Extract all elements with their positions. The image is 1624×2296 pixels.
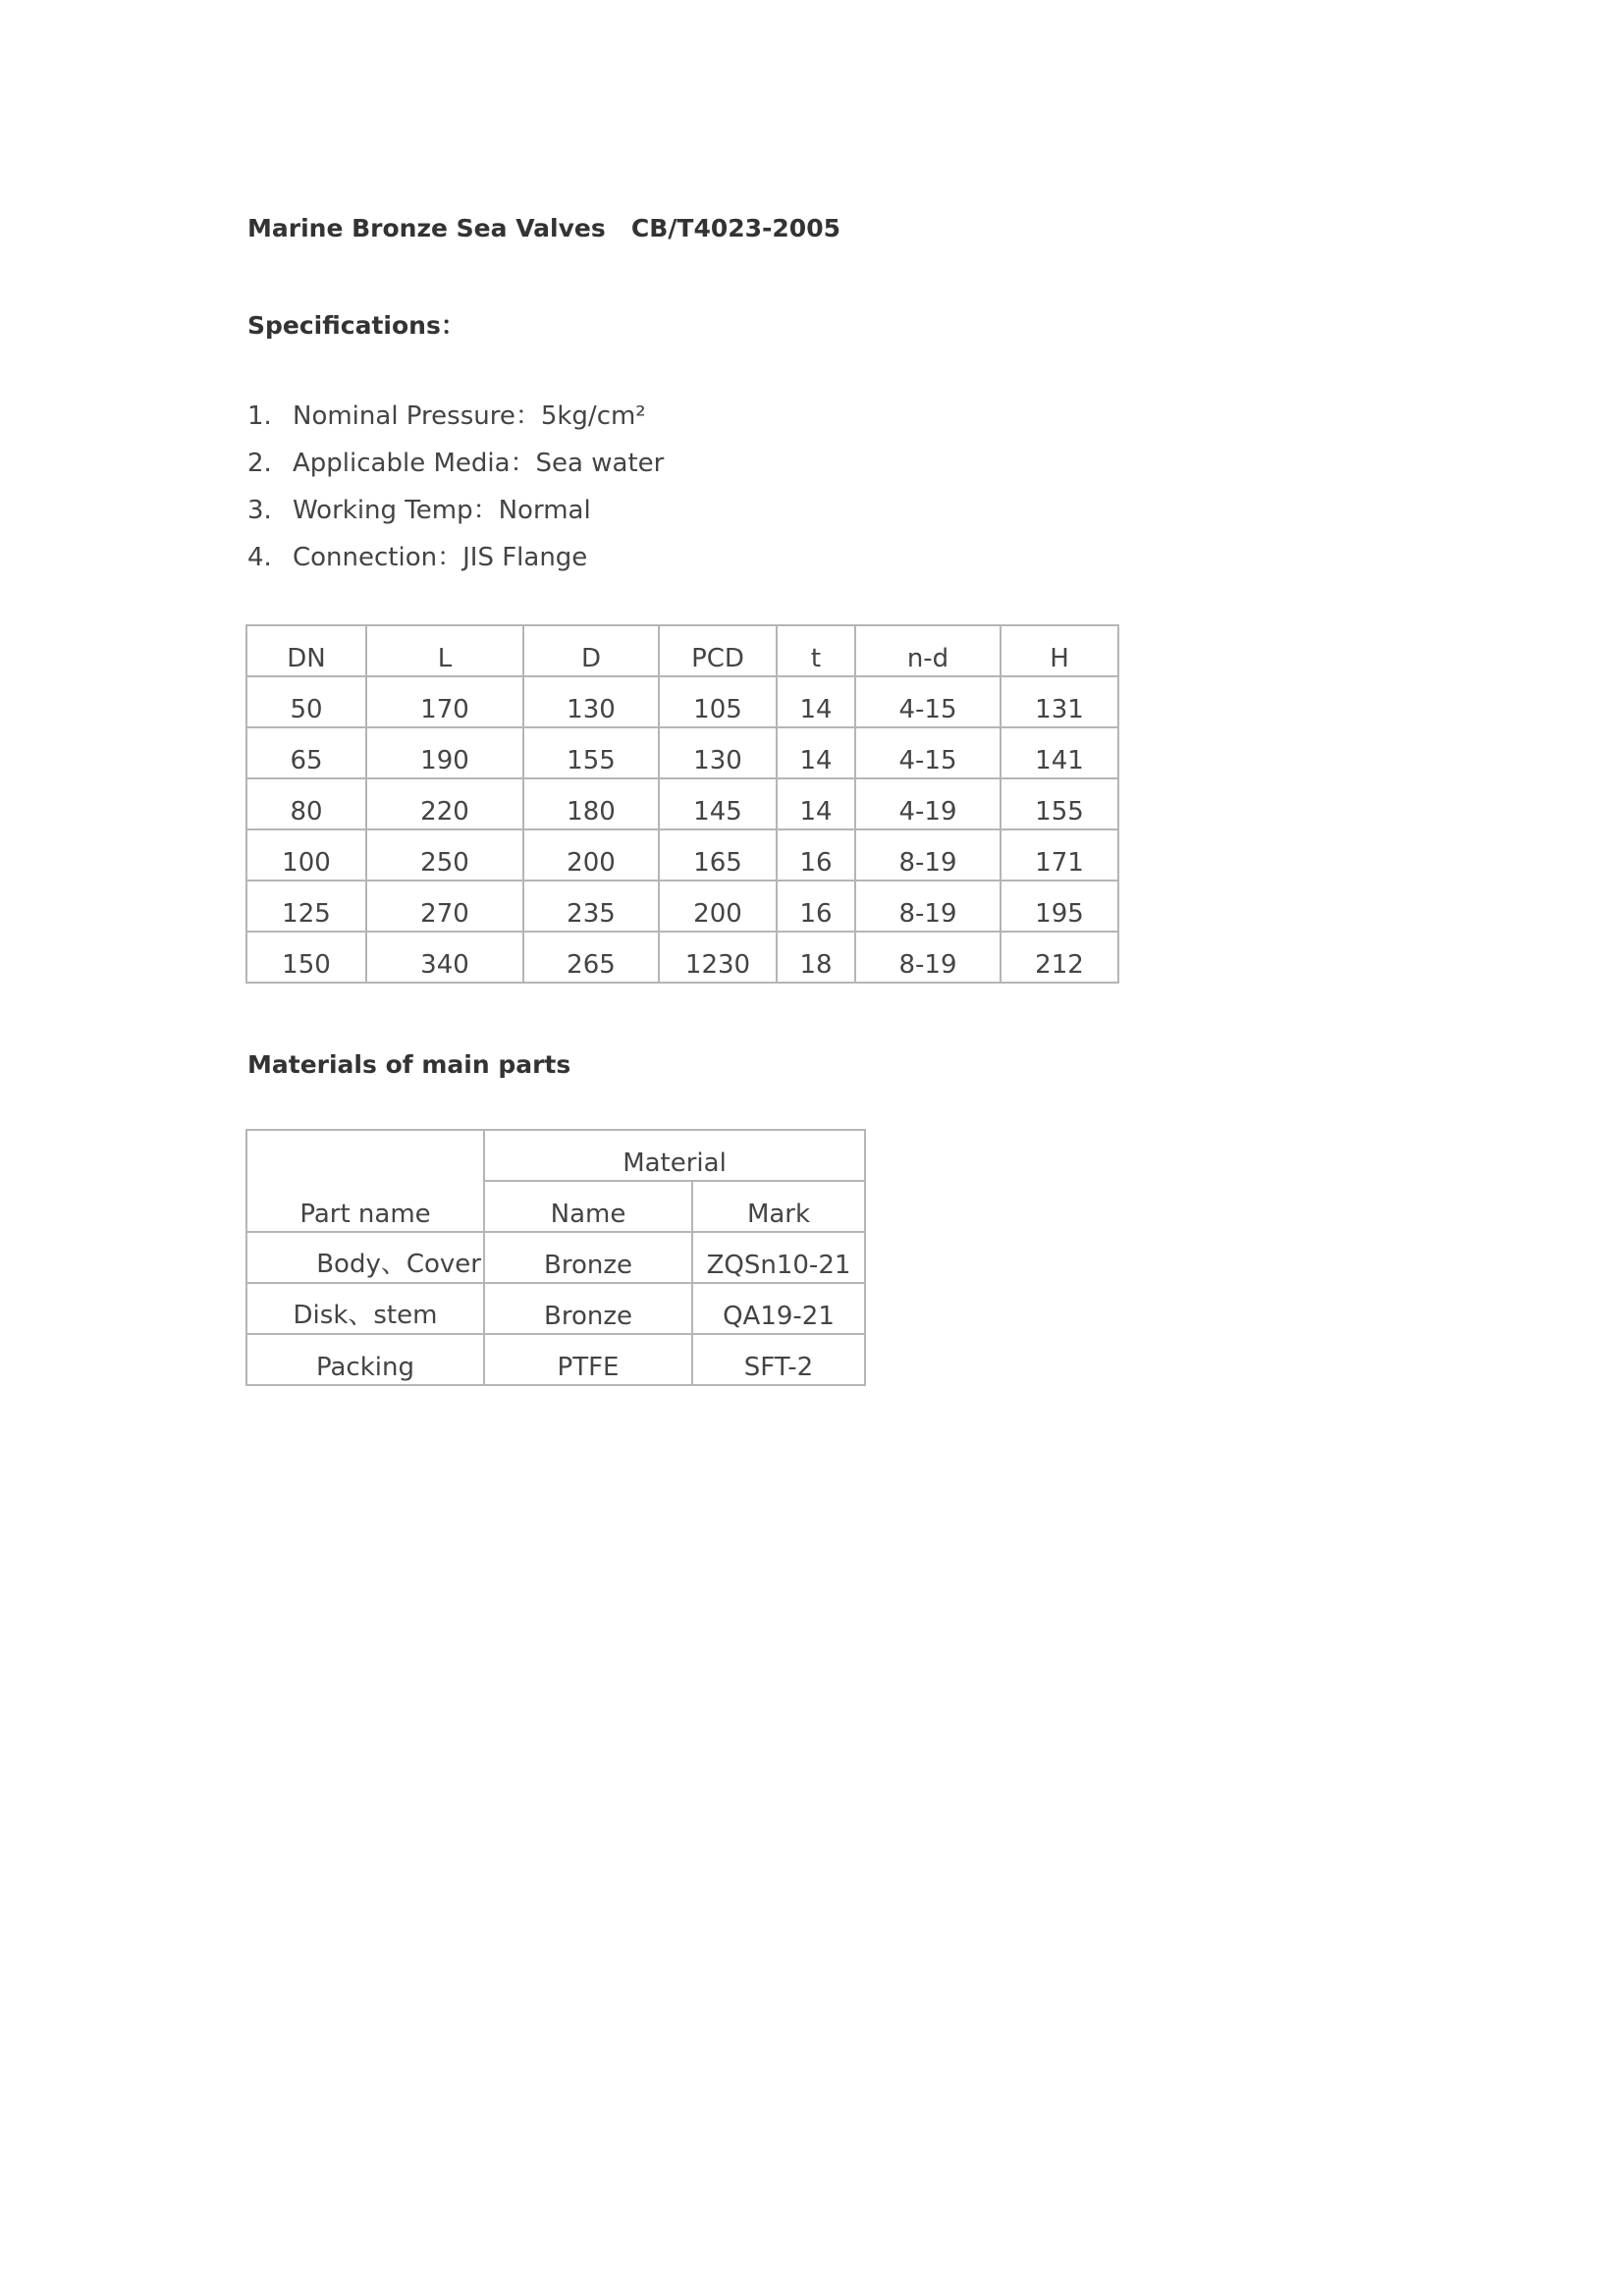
spec-item-text: Nominal Pressure：5kg/cm² xyxy=(293,401,646,431)
part-name-cell: Body、Cover xyxy=(246,1232,484,1283)
table-cell: 190 xyxy=(366,727,523,778)
table-row xyxy=(246,1232,865,1283)
table-cell: 270 xyxy=(366,881,523,932)
spec-item xyxy=(247,540,664,587)
dimension-table xyxy=(245,624,1119,984)
part-name-cell: Packing xyxy=(246,1334,484,1385)
materials-table xyxy=(245,1129,866,1386)
table-cell: 130 xyxy=(659,727,777,778)
column-header: n-d xyxy=(855,625,1001,676)
part-name-cell: Disk、stem xyxy=(246,1283,484,1334)
column-header: DN xyxy=(246,625,366,676)
table-row xyxy=(246,1283,865,1334)
spec-item-number: 4. xyxy=(247,543,272,572)
material-mark-cell: ZQSn10-21 xyxy=(692,1232,865,1283)
table-cell: 16 xyxy=(777,829,855,881)
column-header: t xyxy=(777,625,855,676)
spec-item-number: 3. xyxy=(247,496,272,525)
table-cell: 8-19 xyxy=(855,881,1001,932)
table-cell: 131 xyxy=(1001,676,1118,727)
table-cell: 155 xyxy=(523,727,659,778)
column-header: H xyxy=(1001,625,1118,676)
table-cell: 16 xyxy=(777,881,855,932)
table-row xyxy=(246,881,1118,932)
table-cell: 165 xyxy=(659,829,777,881)
spec-item-text: Connection：JIS Flange xyxy=(293,543,588,572)
spec-item xyxy=(247,493,664,540)
table-cell: 200 xyxy=(523,829,659,881)
column-header: PCD xyxy=(659,625,777,676)
specifications-heading: Specifications： xyxy=(247,311,465,340)
table-cell: 80 xyxy=(246,778,366,829)
table-cell: 235 xyxy=(523,881,659,932)
table-row xyxy=(246,932,1118,983)
table-cell: 4-19 xyxy=(855,778,1001,829)
table-row xyxy=(246,829,1118,881)
part-name-header: Part name xyxy=(246,1130,484,1232)
table-cell: 100 xyxy=(246,829,366,881)
spec-item-number: 1. xyxy=(247,401,272,431)
table-cell: 14 xyxy=(777,676,855,727)
table-cell: 50 xyxy=(246,676,366,727)
table-cell: 18 xyxy=(777,932,855,983)
table-cell: 170 xyxy=(366,676,523,727)
material-mark-header: Mark xyxy=(692,1181,865,1232)
document-title: Marine Bronze Sea Valves CB/T4023-2005 xyxy=(247,214,840,242)
spec-item xyxy=(247,399,664,446)
spec-item xyxy=(247,446,664,493)
table-row xyxy=(246,727,1118,778)
material-mark-cell: QA19-21 xyxy=(692,1283,865,1334)
material-name-cell: PTFE xyxy=(484,1334,692,1385)
table-cell: 340 xyxy=(366,932,523,983)
spec-item-text: Working Temp：Normal xyxy=(293,496,591,525)
table-cell: 265 xyxy=(523,932,659,983)
table-cell: 125 xyxy=(246,881,366,932)
column-header: D xyxy=(523,625,659,676)
dimension-table-header-row xyxy=(246,625,1118,676)
table-cell: 4-15 xyxy=(855,727,1001,778)
spec-item-text: Applicable Media：Sea water xyxy=(293,449,665,478)
table-cell: 4-15 xyxy=(855,676,1001,727)
table-cell: 180 xyxy=(523,778,659,829)
table-cell: 155 xyxy=(1001,778,1118,829)
material-name-header: Name xyxy=(484,1181,692,1232)
table-cell: 14 xyxy=(777,778,855,829)
table-row xyxy=(246,778,1118,829)
table-cell: 65 xyxy=(246,727,366,778)
table-cell: 8-19 xyxy=(855,932,1001,983)
table-cell: 200 xyxy=(659,881,777,932)
table-cell: 141 xyxy=(1001,727,1118,778)
materials-header-row xyxy=(246,1130,865,1181)
table-cell: 14 xyxy=(777,727,855,778)
column-header: L xyxy=(366,625,523,676)
table-cell: 8-19 xyxy=(855,829,1001,881)
table-cell: 220 xyxy=(366,778,523,829)
table-cell: 145 xyxy=(659,778,777,829)
table-cell: 130 xyxy=(523,676,659,727)
materials-heading: Materials of main parts xyxy=(247,1050,571,1079)
table-row xyxy=(246,676,1118,727)
table-cell: 212 xyxy=(1001,932,1118,983)
material-mark-cell: SFT-2 xyxy=(692,1334,865,1385)
material-name-cell: Bronze xyxy=(484,1232,692,1283)
material-name-cell: Bronze xyxy=(484,1283,692,1334)
specifications-list xyxy=(247,399,664,587)
table-cell: 150 xyxy=(246,932,366,983)
spec-item-number: 2. xyxy=(247,449,272,478)
table-cell: 105 xyxy=(659,676,777,727)
table-cell: 250 xyxy=(366,829,523,881)
table-cell: 171 xyxy=(1001,829,1118,881)
table-row xyxy=(246,1334,865,1385)
table-cell: 1230 xyxy=(659,932,777,983)
table-cell: 195 xyxy=(1001,881,1118,932)
material-header: Material xyxy=(484,1130,865,1181)
